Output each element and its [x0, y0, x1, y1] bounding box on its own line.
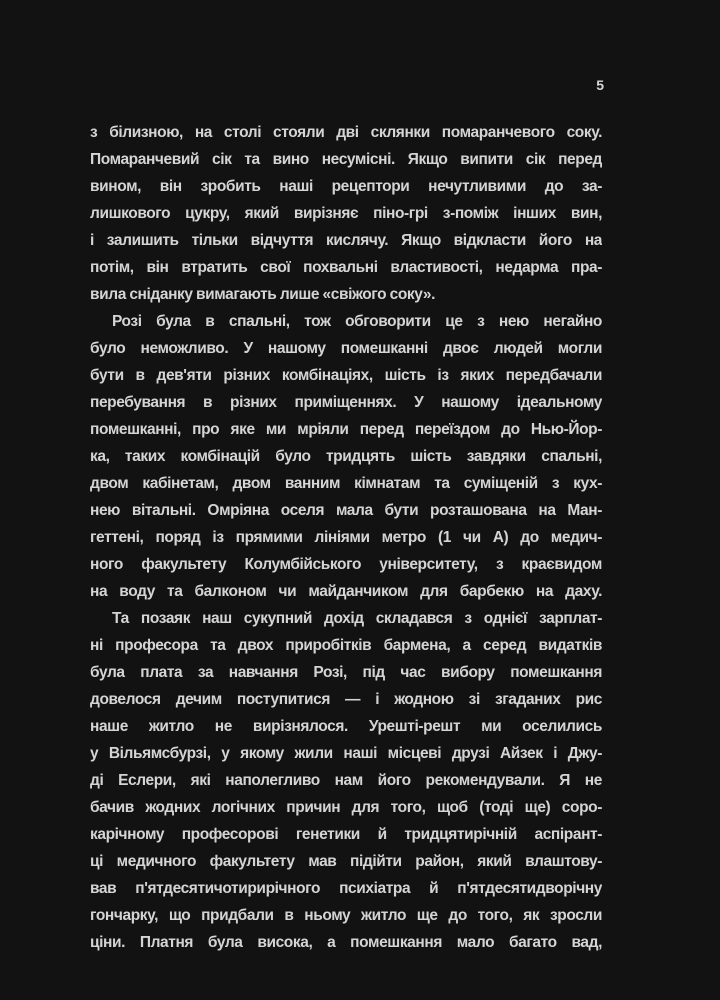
- text-line: вином, він зробить наші рецептори нечутливими до за-: [90, 178, 602, 195]
- text-line: гончарку, що придбали в ньому житло ще до того, як зросли: [90, 907, 602, 924]
- text-line: бути в дев'яти різних комбінаціях, шість із яких передбачали: [90, 367, 602, 384]
- text-line: ного факультету Колумбійського університету, з краєвидом: [90, 556, 602, 573]
- text-line: з білизною, на столі стояли дві склянки помаранчевого соку.: [90, 124, 602, 141]
- text-line: помешканні, про яке ми мріяли перед переїздом до Нью-Йор-: [90, 421, 602, 438]
- text-line: ка, таких комбінацій було тридцять шість завдяки спальні,: [90, 448, 602, 465]
- text-line: і залишить тільки відчуття кислячу. Якщо відкласти його на: [90, 232, 602, 249]
- text-line: Розі була в спальні, тож обговорити це з нею негайно: [112, 313, 602, 330]
- text-line: геттені, поряд із прямими лініями метро (1 чи А) до медич-: [90, 529, 602, 546]
- text-line: нею вітальні. Омріяна оселя мала бути розташована на Ман-: [90, 502, 602, 519]
- text-line: перебування в різних приміщеннях. У нашому ідеальному: [90, 394, 602, 411]
- text-line: було неможливо. У нашому помешканні двоє людей могли: [90, 340, 602, 357]
- text-line: ні професора та двох приробітків бармена, а серед видатків: [90, 637, 602, 654]
- text-line: довелося дечим поступитися — і жодною зі згаданих рис: [90, 691, 602, 708]
- text-line: наше житло не вирізнялося. Урешті-решт ми оселились: [90, 718, 602, 735]
- text-line: Та позаяк наш сукупний дохід складався з однієї зарплат-: [112, 610, 602, 627]
- text-line: ці медичного факультету мав підійти район, який влаштову-: [90, 853, 602, 870]
- text-line: вав п'ятдесятичотирирічного психіатра й п'ятдесятидворічну: [90, 880, 602, 897]
- page-number: 5: [596, 77, 604, 93]
- text-line: потім, він втратить свої похвальні властивості, недарма пра-: [90, 259, 602, 276]
- text-line: бачив жодних логічних причин для того, щоб (тоді ще) соро-: [90, 799, 602, 816]
- text-line: була плата за навчання Розі, під час вибору помешкання: [90, 664, 602, 681]
- text-line: двом кабінетам, двом ванним кімнатам та суміщеній з кух-: [90, 475, 602, 492]
- text-line: у Вільямсбурзі, у якому жили наші місцеві друзі Айзек і Джу-: [90, 745, 602, 762]
- text-line: Помаранчевий сік та вино несумісні. Якщо випити сік перед: [90, 151, 602, 168]
- text-line: вила сніданку вимагають лише «свіжого соку».: [90, 286, 435, 303]
- body-text: [90, 119, 602, 956]
- text-line: ціни. Платня була висока, а помешкання мало багато вад,: [90, 934, 602, 951]
- text-line: карічному професорові генетики й тридцятирічній аспірант-: [90, 826, 602, 843]
- text-line: на воду та балконом чи майданчиком для барбекю на даху.: [90, 583, 602, 600]
- text-line: лишкового цукру, який вирізняє піно-грі з-поміж інших вин,: [90, 205, 602, 222]
- text-line: ді Еслери, які наполегливо нам його рекомендували. Я не: [90, 772, 602, 789]
